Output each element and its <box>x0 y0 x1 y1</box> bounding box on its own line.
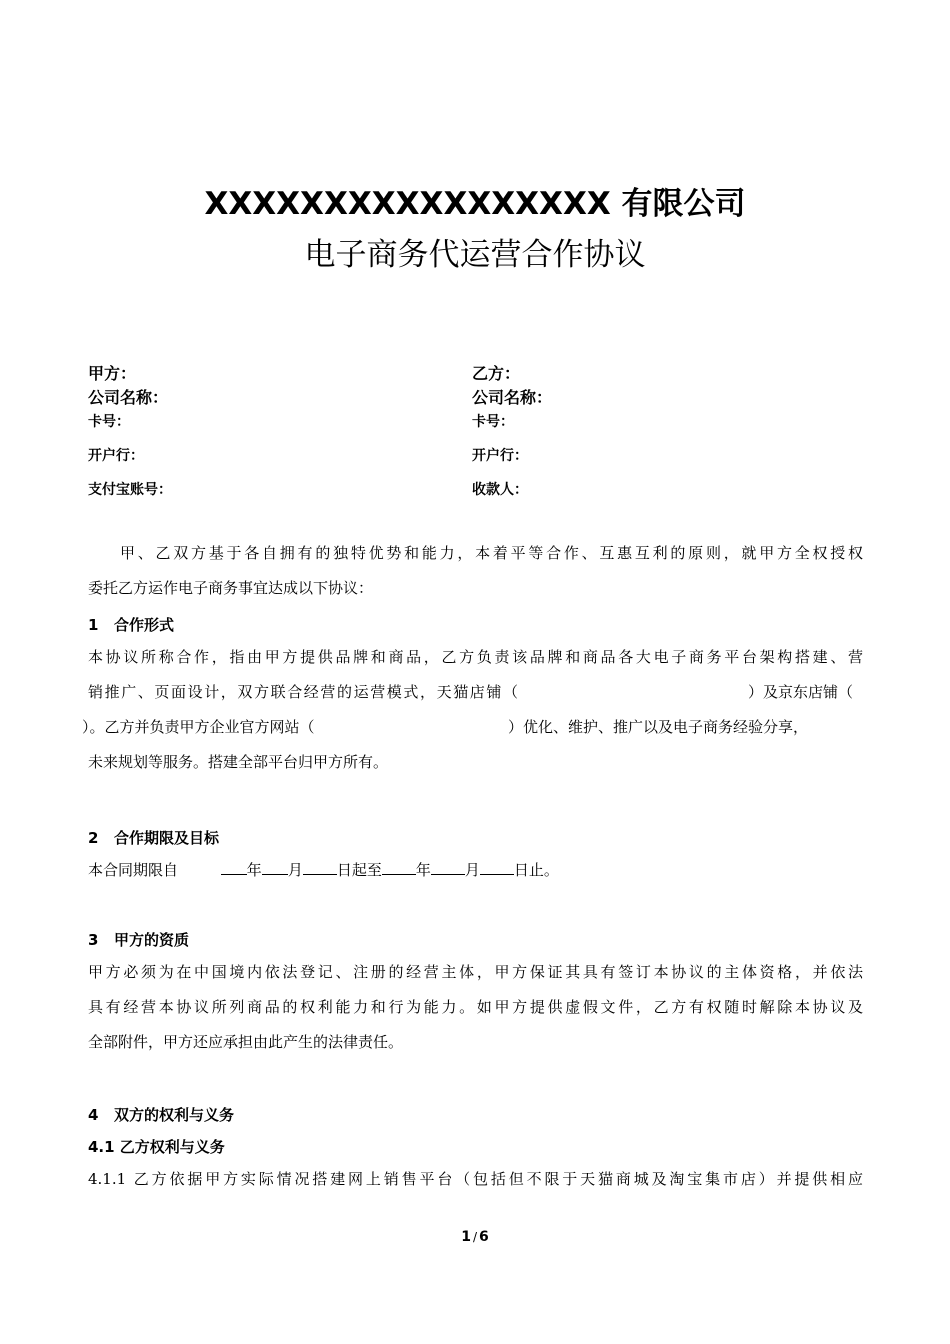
intro-line: 甲、乙双方基于各自拥有的独特优势和能力，本着平等合作、互惠互利的原则，就甲方全权授权 <box>120 544 863 562</box>
subsection-heading: 4.1 乙方权利与义务 <box>88 1138 225 1156</box>
text-fragment: 本合同期限自 <box>88 861 179 879</box>
intro-paragraph <box>88 536 863 606</box>
section-title: 合作形式 <box>114 616 175 634</box>
day-blank[interactable] <box>303 858 337 875</box>
year-blank[interactable] <box>382 858 416 875</box>
paragraph-line <box>88 675 863 710</box>
party-b-bank: 开户行： <box>472 448 528 464</box>
party-b-company: 公司名称： <box>472 388 553 407</box>
text-fragment: 年 <box>246 861 262 879</box>
paragraph-line: 全部附件，甲方还应承担由此产生的法律责任。 <box>88 1033 404 1051</box>
section-number: 1 <box>88 616 99 634</box>
section-heading <box>88 614 174 635</box>
paragraph-line: 本协议所称合作，指由甲方提供品牌和商品，乙方负责该品牌和商品各大电子商务平台架构搭建、营 <box>88 648 863 666</box>
total-pages: 6 <box>479 1229 489 1245</box>
party-a-card: 卡号： <box>88 414 130 430</box>
paragraph-line <box>82 710 863 745</box>
section-title: 甲方的资质 <box>114 931 190 949</box>
party-b-payee: 收款人： <box>472 482 528 498</box>
party-b-label: 乙方： <box>472 364 521 383</box>
text-fragment: ）优化、维护、推广以及电子商务经验分享， <box>508 718 809 736</box>
text-fragment: 日起至 <box>336 861 382 879</box>
document-title-agreement: 电子商务代运营合作协议 <box>304 237 646 273</box>
section-1-paragraph <box>82 640 863 780</box>
section-heading <box>88 1104 234 1125</box>
text-fragment: ）。乙方并负责甲方企业官方网站（ <box>82 718 315 736</box>
section-heading <box>88 929 189 950</box>
document-title-company: XXXXXXXXXXXXXXXXX 有限公司 <box>204 186 746 222</box>
section-number: 2 <box>88 829 99 847</box>
text-fragment: 销推广、页面设计，双方联合经营的运营模式，天猫店铺（ <box>88 683 520 701</box>
section-title: 合作期限及目标 <box>114 829 220 847</box>
section-title: 双方的权利与义务 <box>114 1106 235 1124</box>
section-2-paragraph <box>88 853 863 888</box>
text-fragment: 月 <box>287 861 303 879</box>
paragraph-line: 甲方必须为在中国境内依法登记、注册的经营主体，甲方保证其具有签订本协议的主体资格，并依法 <box>88 963 863 981</box>
text-fragment: ）及京东店铺（ <box>748 683 854 701</box>
day-blank[interactable] <box>480 858 514 875</box>
section-heading <box>88 827 219 848</box>
paragraph-line: 具有经营本协议所列商品的权利能力和行为能力。如甲方提供虚假文件，乙方有权随时解除本协议及 <box>88 998 863 1016</box>
section-3-paragraph <box>88 955 863 1060</box>
year-blank[interactable] <box>221 858 247 875</box>
page-separator: / <box>472 1230 478 1244</box>
section-4-paragraph <box>88 1162 863 1197</box>
party-a-alipay: 支付宝账号： <box>88 482 172 498</box>
party-b-card: 卡号： <box>472 414 514 430</box>
section-number: 3 <box>88 931 99 949</box>
party-a-label: 甲方： <box>88 364 137 383</box>
month-blank[interactable] <box>431 858 465 875</box>
party-a-company: 公司名称： <box>88 388 169 407</box>
party-a-bank: 开户行： <box>88 448 144 464</box>
month-blank[interactable] <box>262 858 288 875</box>
text-fragment: 月 <box>464 861 480 879</box>
text-fragment: 日止。 <box>513 861 559 879</box>
section-number: 4 <box>88 1106 99 1124</box>
paragraph-line: 未来规划等服务。搭建全部平台归甲方所有。 <box>88 753 389 771</box>
intro-line: 委托乙方运作电子商务事宜达成以下协议： <box>88 579 374 597</box>
current-page: 1 <box>461 1229 471 1245</box>
paragraph-line: 4.1.1 乙方依据甲方实际情况搭建网上销售平台（包括但不限于天猫商城及淘宝集市店）并提供相应 <box>88 1170 863 1188</box>
text-fragment: 年 <box>415 861 431 879</box>
page-number <box>0 1229 950 1245</box>
